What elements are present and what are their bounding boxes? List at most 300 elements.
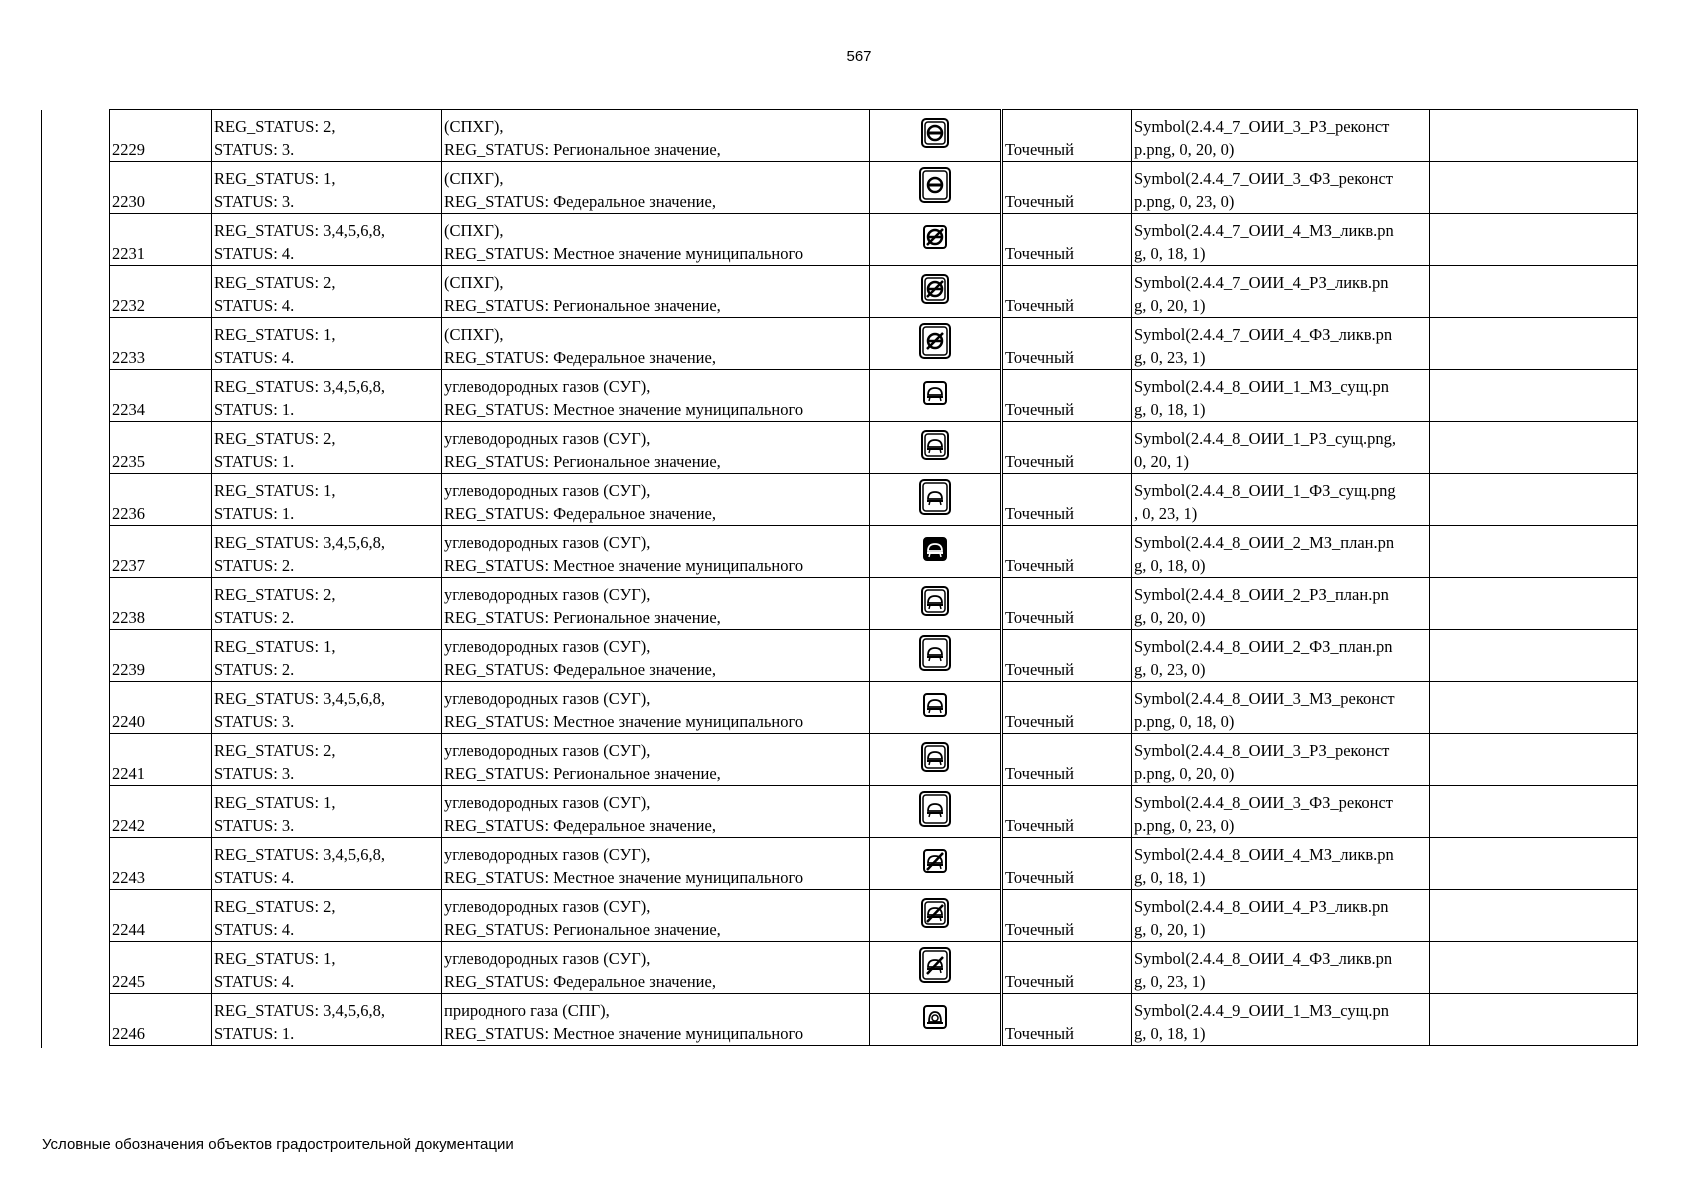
status-text: STATUS: 1. bbox=[214, 452, 295, 471]
description-cell bbox=[442, 266, 870, 318]
description-line-1: (СПХГ), bbox=[444, 117, 504, 136]
description-line-2: REG_STATUS: Региональное значение, bbox=[444, 764, 721, 783]
geometry-type-cell bbox=[1002, 630, 1132, 682]
row-id: 2229 bbox=[112, 140, 145, 159]
reg-status-text: REG_STATUS: 2, bbox=[214, 429, 336, 448]
icon-cell bbox=[870, 786, 1002, 838]
gas-tank-icon bbox=[915, 789, 955, 829]
row-id-cell bbox=[110, 682, 212, 734]
empty-cell bbox=[1430, 266, 1638, 318]
geometry-type-cell bbox=[1002, 786, 1132, 838]
gas-tank-icon bbox=[915, 373, 955, 413]
table-row bbox=[110, 890, 1638, 942]
description-line-1: углеводородных газов (СУГ), bbox=[444, 481, 651, 500]
row-id-cell bbox=[110, 734, 212, 786]
description-line-1: углеводородных газов (СУГ), bbox=[444, 377, 651, 396]
row-id: 2238 bbox=[112, 608, 145, 627]
geometry-type-cell bbox=[1002, 110, 1132, 162]
empty-cell bbox=[1430, 890, 1638, 942]
geometry-type-cell bbox=[1002, 526, 1132, 578]
geometry-type: Точечный bbox=[1005, 660, 1074, 679]
reg-status-text: REG_STATUS: 1, bbox=[214, 637, 336, 656]
geometry-type-cell bbox=[1002, 266, 1132, 318]
row-id: 2241 bbox=[112, 764, 145, 783]
icon-cell bbox=[870, 526, 1002, 578]
row-id-cell bbox=[110, 630, 212, 682]
empty-cell bbox=[1430, 214, 1638, 266]
description-line-2: REG_STATUS: Региональное значение, bbox=[444, 452, 721, 471]
description-cell bbox=[442, 422, 870, 474]
symbol-line-2: g, 0, 20, 0) bbox=[1134, 608, 1206, 627]
reg-status-text: REG_STATUS: 3,4,5,6,8, bbox=[214, 221, 386, 240]
geometry-type: Точечный bbox=[1005, 972, 1074, 991]
description-line-2: REG_STATUS: Местное значение муниципального bbox=[444, 1024, 804, 1043]
description-cell bbox=[442, 474, 870, 526]
symbol-line-2: g, 0, 23, 1) bbox=[1134, 972, 1206, 991]
status-text: STATUS: 3. bbox=[214, 192, 295, 211]
status-cell bbox=[212, 682, 442, 734]
page-number: 567 bbox=[846, 48, 872, 65]
symbol-line-2: g, 0, 20, 1) bbox=[1134, 920, 1206, 939]
status-text: STATUS: 3. bbox=[214, 816, 295, 835]
empty-cell bbox=[1430, 786, 1638, 838]
geometry-type: Точечный bbox=[1005, 452, 1074, 471]
description-cell bbox=[442, 734, 870, 786]
symbol-line-1: Symbol(2.4.4_7_ОИИ_4_МЗ_ликв.pn bbox=[1134, 221, 1394, 240]
reg-status-text: REG_STATUS: 3,4,5,6,8, bbox=[214, 533, 386, 552]
geometry-type-cell bbox=[1002, 890, 1132, 942]
symbol-line-1: Symbol(2.4.4_7_ОИИ_3_РЗ_реконст bbox=[1134, 117, 1390, 136]
table-row bbox=[110, 214, 1638, 266]
gas-tank-icon bbox=[915, 477, 955, 517]
symbol-line-2: р.png, 0, 23, 0) bbox=[1134, 816, 1235, 835]
table-row bbox=[110, 422, 1638, 474]
icon-cell bbox=[870, 214, 1002, 266]
table-row bbox=[110, 578, 1638, 630]
symbol-line-1: Symbol(2.4.4_8_ОИИ_3_РЗ_реконст bbox=[1134, 741, 1390, 760]
row-id: 2245 bbox=[112, 972, 145, 991]
margin-rule bbox=[41, 110, 42, 1048]
description-cell bbox=[442, 214, 870, 266]
reg-status-text: REG_STATUS: 2, bbox=[214, 741, 336, 760]
row-id: 2237 bbox=[112, 556, 145, 575]
circle-minus-icon bbox=[915, 113, 955, 153]
symbol-cell bbox=[1132, 838, 1430, 890]
status-text: STATUS: 1. bbox=[214, 1024, 295, 1043]
symbol-line-2: g, 0, 18, 1) bbox=[1134, 1024, 1206, 1043]
table-row bbox=[110, 838, 1638, 890]
description-line-1: углеводородных газов (СУГ), bbox=[444, 897, 651, 916]
description-line-1: углеводородных газов (СУГ), bbox=[444, 637, 651, 656]
description-line-2: REG_STATUS: Региональное значение, bbox=[444, 608, 721, 627]
reg-status-text: REG_STATUS: 1, bbox=[214, 793, 336, 812]
description-line-2: REG_STATUS: Местное значение муниципального bbox=[444, 712, 804, 731]
description-line-1: углеводородных газов (СУГ), bbox=[444, 741, 651, 760]
symbol-line-1: Symbol(2.4.4_8_ОИИ_3_ФЗ_реконст bbox=[1134, 793, 1394, 812]
status-cell bbox=[212, 474, 442, 526]
status-text: STATUS: 1. bbox=[214, 400, 295, 419]
symbol-line-2: g, 0, 18, 1) bbox=[1134, 244, 1206, 263]
row-id-cell bbox=[110, 526, 212, 578]
symbol-line-1: Symbol(2.4.4_8_ОИИ_1_МЗ_сущ.pn bbox=[1134, 377, 1389, 396]
row-id: 2233 bbox=[112, 348, 145, 367]
description-line-2: REG_STATUS: Местное значение муниципального bbox=[444, 244, 804, 263]
geometry-type-cell bbox=[1002, 162, 1132, 214]
empty-cell bbox=[1430, 422, 1638, 474]
description-line-2: REG_STATUS: Федеральное значение, bbox=[444, 504, 716, 523]
geometry-type: Точечный bbox=[1005, 712, 1074, 731]
empty-cell bbox=[1430, 942, 1638, 994]
row-id: 2231 bbox=[112, 244, 145, 263]
symbol-line-2: , 0, 23, 1) bbox=[1134, 504, 1198, 523]
status-cell bbox=[212, 110, 442, 162]
icon-cell bbox=[870, 994, 1002, 1046]
status-text: STATUS: 3. bbox=[214, 712, 295, 731]
table-row bbox=[110, 994, 1638, 1046]
icon-cell bbox=[870, 578, 1002, 630]
symbol-line-1: Symbol(2.4.4_8_ОИИ_2_МЗ_план.pn bbox=[1134, 533, 1395, 552]
symbol-line-1: Symbol(2.4.4_8_ОИИ_2_РЗ_план.pn bbox=[1134, 585, 1389, 604]
row-id-cell bbox=[110, 890, 212, 942]
row-id-cell bbox=[110, 786, 212, 838]
symbol-line-2: g, 0, 18, 1) bbox=[1134, 868, 1206, 887]
status-text: STATUS: 4. bbox=[214, 244, 295, 263]
symbol-cell bbox=[1132, 942, 1430, 994]
status-cell bbox=[212, 318, 442, 370]
geometry-type-cell bbox=[1002, 994, 1132, 1046]
gas-tank-crossed-icon bbox=[915, 945, 955, 985]
row-id: 2232 bbox=[112, 296, 145, 315]
row-id: 2242 bbox=[112, 816, 145, 835]
table-row bbox=[110, 682, 1638, 734]
geometry-type-cell bbox=[1002, 682, 1132, 734]
symbol-line-1: Symbol(2.4.4_9_ОИИ_1_МЗ_сущ.pn bbox=[1134, 1001, 1389, 1020]
geometry-type: Точечный bbox=[1005, 608, 1074, 627]
row-id-cell bbox=[110, 422, 212, 474]
symbol-line-1: Symbol(2.4.4_7_ОИИ_3_ФЗ_реконст bbox=[1134, 169, 1394, 188]
description-line-2: REG_STATUS: Федеральное значение, bbox=[444, 192, 716, 211]
symbol-cell bbox=[1132, 526, 1430, 578]
symbol-cell bbox=[1132, 578, 1430, 630]
geometry-type-cell bbox=[1002, 474, 1132, 526]
status-cell bbox=[212, 630, 442, 682]
icon-cell bbox=[870, 838, 1002, 890]
table-row bbox=[110, 318, 1638, 370]
description-cell bbox=[442, 890, 870, 942]
symbol-line-2: g, 0, 20, 1) bbox=[1134, 296, 1206, 315]
empty-cell bbox=[1430, 110, 1638, 162]
symbol-line-1: Symbol(2.4.4_8_ОИИ_3_МЗ_реконст bbox=[1134, 689, 1395, 708]
row-id-cell bbox=[110, 110, 212, 162]
row-id-cell bbox=[110, 942, 212, 994]
row-id-cell bbox=[110, 994, 212, 1046]
symbol-line-1: Symbol(2.4.4_8_ОИИ_1_ФЗ_сущ.png bbox=[1134, 481, 1396, 500]
row-id-cell bbox=[110, 266, 212, 318]
row-id-cell bbox=[110, 578, 212, 630]
row-id: 2230 bbox=[112, 192, 145, 211]
status-text: STATUS: 4. bbox=[214, 972, 295, 991]
row-id: 2240 bbox=[112, 712, 145, 731]
symbol-cell bbox=[1132, 630, 1430, 682]
empty-cell bbox=[1430, 526, 1638, 578]
icon-cell bbox=[870, 890, 1002, 942]
gas-tank-icon bbox=[915, 737, 955, 777]
gas-tank-icon bbox=[915, 685, 955, 725]
reg-status-text: REG_STATUS: 3,4,5,6,8, bbox=[214, 1001, 386, 1020]
description-line-1: углеводородных газов (СУГ), bbox=[444, 689, 651, 708]
status-text: STATUS: 2. bbox=[214, 660, 295, 679]
symbol-cell bbox=[1132, 422, 1430, 474]
gas-tank-icon bbox=[915, 529, 955, 569]
symbol-cell bbox=[1132, 474, 1430, 526]
row-id-cell bbox=[110, 214, 212, 266]
symbol-cell bbox=[1132, 162, 1430, 214]
empty-cell bbox=[1430, 318, 1638, 370]
status-text: STATUS: 1. bbox=[214, 504, 295, 523]
reg-status-text: REG_STATUS: 2, bbox=[214, 897, 336, 916]
description-cell bbox=[442, 162, 870, 214]
empty-cell bbox=[1430, 474, 1638, 526]
icon-cell bbox=[870, 474, 1002, 526]
gas-tank-crossed-icon bbox=[915, 893, 955, 933]
symbol-line-2: р.png, 0, 18, 0) bbox=[1134, 712, 1235, 731]
gas-tank-icon bbox=[915, 633, 955, 673]
symbol-cell bbox=[1132, 890, 1430, 942]
status-text: STATUS: 4. bbox=[214, 348, 295, 367]
status-cell bbox=[212, 526, 442, 578]
status-cell bbox=[212, 890, 442, 942]
circle-crossed-icon bbox=[915, 321, 955, 361]
row-id-cell bbox=[110, 838, 212, 890]
circle-crossed-icon bbox=[915, 217, 955, 257]
description-line-1: углеводородных газов (СУГ), bbox=[444, 533, 651, 552]
geometry-type-cell bbox=[1002, 370, 1132, 422]
status-text: STATUS: 2. bbox=[214, 608, 295, 627]
geometry-type-cell bbox=[1002, 214, 1132, 266]
geometry-type-cell bbox=[1002, 578, 1132, 630]
status-cell bbox=[212, 994, 442, 1046]
geometry-type: Точечный bbox=[1005, 1024, 1074, 1043]
geometry-type-cell bbox=[1002, 838, 1132, 890]
row-id: 2236 bbox=[112, 504, 145, 523]
row-id: 2239 bbox=[112, 660, 145, 679]
symbol-line-2: р.png, 0, 23, 0) bbox=[1134, 192, 1235, 211]
geometry-type: Точечный bbox=[1005, 192, 1074, 211]
symbol-cell bbox=[1132, 318, 1430, 370]
description-line-2: REG_STATUS: Федеральное значение, bbox=[444, 348, 716, 367]
status-text: STATUS: 2. bbox=[214, 556, 295, 575]
reg-status-text: REG_STATUS: 3,4,5,6,8, bbox=[214, 689, 386, 708]
description-line-1: углеводородных газов (СУГ), bbox=[444, 845, 651, 864]
empty-cell bbox=[1430, 734, 1638, 786]
geometry-type: Точечный bbox=[1005, 920, 1074, 939]
table-row bbox=[110, 734, 1638, 786]
symbol-cell bbox=[1132, 266, 1430, 318]
description-line-1: (СПХГ), bbox=[444, 325, 504, 344]
symbol-line-1: Symbol(2.4.4_7_ОИИ_4_РЗ_ликв.pn bbox=[1134, 273, 1389, 292]
description-cell bbox=[442, 682, 870, 734]
description-cell bbox=[442, 110, 870, 162]
geometry-type-cell bbox=[1002, 318, 1132, 370]
description-line-1: углеводородных газов (СУГ), bbox=[444, 793, 651, 812]
status-text: STATUS: 4. bbox=[214, 920, 295, 939]
reg-status-text: REG_STATUS: 2, bbox=[214, 585, 336, 604]
row-id: 2234 bbox=[112, 400, 145, 419]
reg-status-text: REG_STATUS: 1, bbox=[214, 169, 336, 188]
table-row bbox=[110, 942, 1638, 994]
row-id: 2244 bbox=[112, 920, 145, 939]
status-text: STATUS: 3. bbox=[214, 764, 295, 783]
geometry-type: Точечный bbox=[1005, 816, 1074, 835]
status-text: STATUS: 3. bbox=[214, 140, 295, 159]
empty-cell bbox=[1430, 370, 1638, 422]
status-cell bbox=[212, 786, 442, 838]
description-line-2: REG_STATUS: Федеральное значение, bbox=[444, 972, 716, 991]
description-line-2: REG_STATUS: Федеральное значение, bbox=[444, 660, 716, 679]
description-cell bbox=[442, 786, 870, 838]
description-line-1: природного газа (СПГ), bbox=[444, 1001, 610, 1020]
page-footer: Условные обозначения объектов градостроительной документации bbox=[42, 1136, 514, 1153]
geometry-type: Точечный bbox=[1005, 400, 1074, 419]
table-row bbox=[110, 266, 1638, 318]
icon-cell bbox=[870, 422, 1002, 474]
row-id-cell bbox=[110, 474, 212, 526]
description-line-2: REG_STATUS: Местное значение муниципального bbox=[444, 868, 804, 887]
geometry-type: Точечный bbox=[1005, 244, 1074, 263]
table-row bbox=[110, 474, 1638, 526]
description-cell bbox=[442, 994, 870, 1046]
icon-cell bbox=[870, 370, 1002, 422]
reg-status-text: REG_STATUS: 3,4,5,6,8, bbox=[214, 377, 386, 396]
icon-cell bbox=[870, 734, 1002, 786]
description-cell bbox=[442, 838, 870, 890]
symbol-cell bbox=[1132, 214, 1430, 266]
reg-status-text: REG_STATUS: 2, bbox=[214, 117, 336, 136]
status-cell bbox=[212, 214, 442, 266]
symbol-cell bbox=[1132, 682, 1430, 734]
circle-minus-icon bbox=[915, 165, 955, 205]
circle-crossed-icon bbox=[915, 269, 955, 309]
icon-cell bbox=[870, 162, 1002, 214]
description-line-2: REG_STATUS: Региональное значение, bbox=[444, 140, 721, 159]
empty-cell bbox=[1430, 162, 1638, 214]
symbol-line-2: g, 0, 18, 0) bbox=[1134, 556, 1206, 575]
symbol-line-1: Symbol(2.4.4_8_ОИИ_2_ФЗ_план.pn bbox=[1134, 637, 1393, 656]
symbol-table-body bbox=[110, 110, 1638, 1046]
geometry-type: Точечный bbox=[1005, 764, 1074, 783]
geometry-type-cell bbox=[1002, 422, 1132, 474]
symbol-line-1: Symbol(2.4.4_8_ОИИ_4_МЗ_ликв.pn bbox=[1134, 845, 1394, 864]
geometry-type: Точечный bbox=[1005, 556, 1074, 575]
symbol-line-2: g, 0, 18, 1) bbox=[1134, 400, 1206, 419]
reg-status-text: REG_STATUS: 2, bbox=[214, 273, 336, 292]
empty-cell bbox=[1430, 630, 1638, 682]
table-row bbox=[110, 370, 1638, 422]
description-line-1: углеводородных газов (СУГ), bbox=[444, 949, 651, 968]
symbol-cell bbox=[1132, 370, 1430, 422]
empty-cell bbox=[1430, 682, 1638, 734]
geometry-type: Точечный bbox=[1005, 348, 1074, 367]
description-line-1: углеводородных газов (СУГ), bbox=[444, 585, 651, 604]
symbol-line-1: Symbol(2.4.4_8_ОИИ_1_РЗ_сущ.png, bbox=[1134, 429, 1397, 448]
description-line-2: REG_STATUS: Местное значение муниципального bbox=[444, 556, 804, 575]
geometry-type: Точечный bbox=[1005, 868, 1074, 887]
icon-cell bbox=[870, 682, 1002, 734]
symbol-cell bbox=[1132, 110, 1430, 162]
row-id: 2246 bbox=[112, 1024, 145, 1043]
description-line-1: (СПХГ), bbox=[444, 221, 504, 240]
row-id-cell bbox=[110, 318, 212, 370]
description-line-1: углеводородных газов (СУГ), bbox=[444, 429, 651, 448]
status-text: STATUS: 4. bbox=[214, 296, 295, 315]
icon-cell bbox=[870, 318, 1002, 370]
description-cell bbox=[442, 942, 870, 994]
symbol-line-2: g, 0, 23, 1) bbox=[1134, 348, 1206, 367]
description-line-2: REG_STATUS: Федеральное значение, bbox=[444, 816, 716, 835]
symbol-line-2: g, 0, 23, 0) bbox=[1134, 660, 1206, 679]
table-row bbox=[110, 162, 1638, 214]
status-cell bbox=[212, 370, 442, 422]
geometry-type: Точечный bbox=[1005, 140, 1074, 159]
description-cell bbox=[442, 630, 870, 682]
status-text: STATUS: 4. bbox=[214, 868, 295, 887]
description-line-1: (СПХГ), bbox=[444, 169, 504, 188]
geometry-type: Точечный bbox=[1005, 504, 1074, 523]
status-cell bbox=[212, 942, 442, 994]
symbol-table bbox=[109, 109, 1638, 1046]
reg-status-text: REG_STATUS: 3,4,5,6,8, bbox=[214, 845, 386, 864]
symbol-cell bbox=[1132, 994, 1430, 1046]
description-cell bbox=[442, 578, 870, 630]
description-line-2: REG_STATUS: Региональное значение, bbox=[444, 920, 721, 939]
reg-status-text: REG_STATUS: 1, bbox=[214, 481, 336, 500]
row-id: 2235 bbox=[112, 452, 145, 471]
empty-cell bbox=[1430, 994, 1638, 1046]
symbol-line-2: р.png, 0, 20, 0) bbox=[1134, 764, 1235, 783]
gas-tank-crossed-icon bbox=[915, 841, 955, 881]
table-row bbox=[110, 110, 1638, 162]
description-line-2: REG_STATUS: Местное значение муниципального bbox=[444, 400, 804, 419]
symbol-line-2: р.png, 0, 20, 0) bbox=[1134, 140, 1235, 159]
status-cell bbox=[212, 162, 442, 214]
symbol-line-1: Symbol(2.4.4_7_ОИИ_4_ФЗ_ликв.pn bbox=[1134, 325, 1393, 344]
empty-cell bbox=[1430, 838, 1638, 890]
description-cell bbox=[442, 318, 870, 370]
table-row bbox=[110, 526, 1638, 578]
description-line-1: (СПХГ), bbox=[444, 273, 504, 292]
gas-storage-icon bbox=[915, 997, 955, 1037]
icon-cell bbox=[870, 630, 1002, 682]
symbol-cell bbox=[1132, 734, 1430, 786]
geometry-type-cell bbox=[1002, 942, 1132, 994]
symbol-line-1: Symbol(2.4.4_8_ОИИ_4_РЗ_ликв.pn bbox=[1134, 897, 1389, 916]
icon-cell bbox=[870, 266, 1002, 318]
table-row bbox=[110, 786, 1638, 838]
status-cell bbox=[212, 422, 442, 474]
status-cell bbox=[212, 266, 442, 318]
geometry-type: Точечный bbox=[1005, 296, 1074, 315]
description-cell bbox=[442, 370, 870, 422]
status-cell bbox=[212, 578, 442, 630]
geometry-type-cell bbox=[1002, 734, 1132, 786]
reg-status-text: REG_STATUS: 1, bbox=[214, 325, 336, 344]
table-row bbox=[110, 630, 1638, 682]
gas-tank-icon bbox=[915, 425, 955, 465]
gas-tank-icon bbox=[915, 581, 955, 621]
icon-cell bbox=[870, 942, 1002, 994]
row-id-cell bbox=[110, 370, 212, 422]
description-line-2: REG_STATUS: Региональное значение, bbox=[444, 296, 721, 315]
